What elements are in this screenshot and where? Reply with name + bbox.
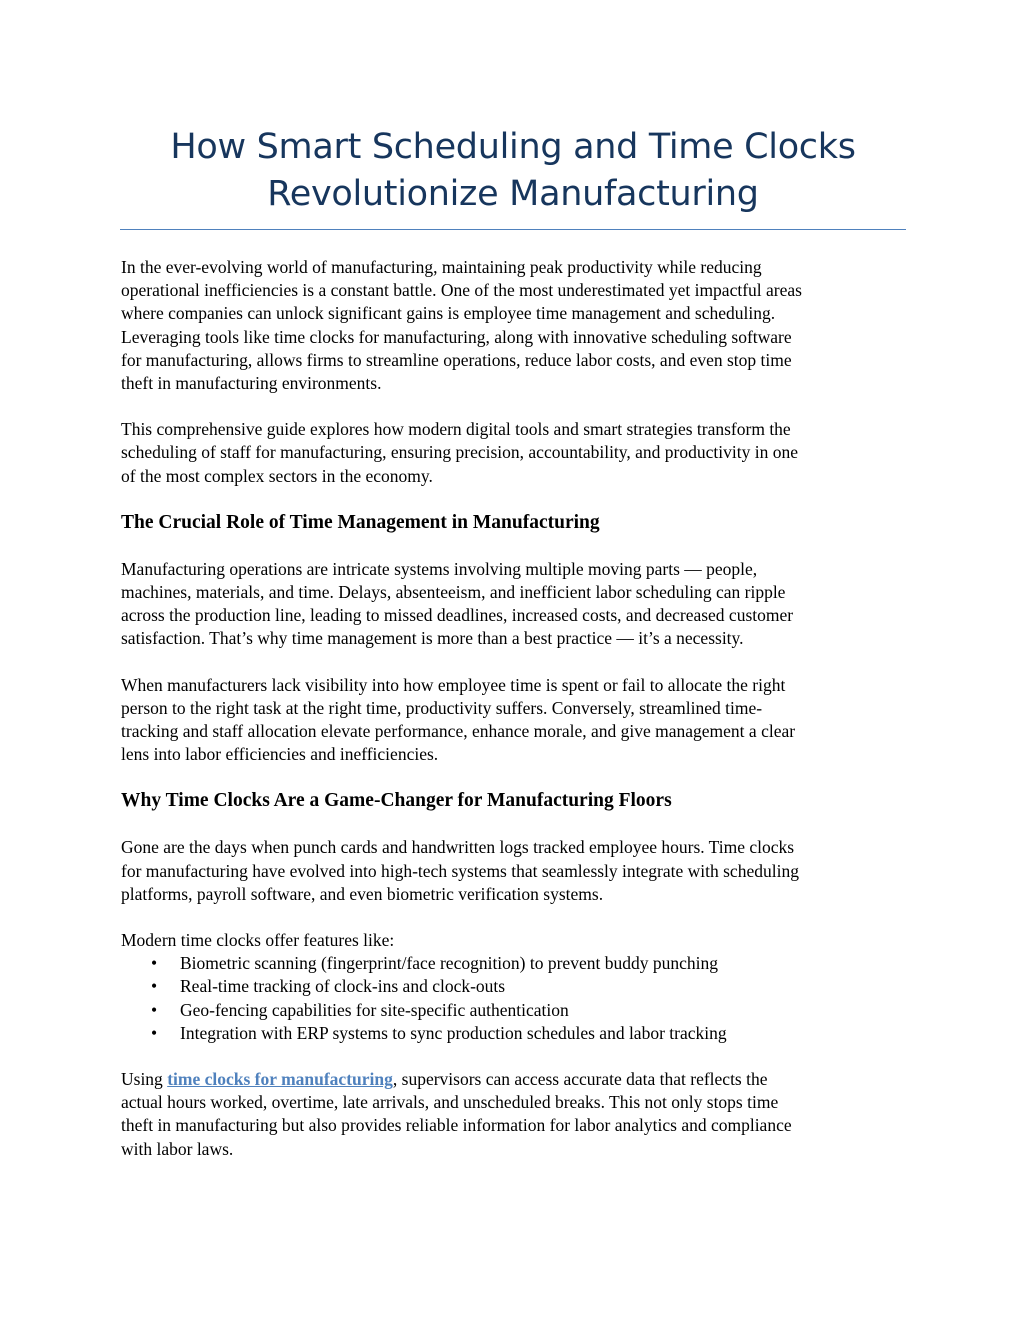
text-line: operational inefficiencies is a constant battle. One of the most underestimated yet impactful areas [121,280,802,301]
section2-paragraph-1 [121,836,911,906]
closing-paragraph [121,1068,911,1161]
list-item [121,975,911,998]
text-line: tracking and staff allocation elevate performance, enhance morale, and give management a clear [121,721,796,742]
text-line: Manufacturing operations are intricate systems involving multiple moving parts — people, [121,558,758,579]
text-line [121,1068,911,1091]
list-item [121,1022,911,1045]
list-item-text: Real-time tracking of clock-ins and clock-outs [180,976,506,997]
features-intro: Modern time clocks offer features like: [121,930,395,951]
text-line: where companies can unlock significant gains is employee time management and scheduling. [121,303,776,324]
bullet-icon: • [151,976,158,997]
title-underline-rule [120,229,906,230]
closing-line1-suffix: , supervisors can access accurate data that reflects the [392,1069,768,1090]
text-line: person to the right task at the right time, productivity suffers. Conversely, streamlined time- [121,697,763,718]
text-line: When manufacturers lack visibility into how employee time is spent or fail to allocate the right [121,674,786,695]
text-line: theft in manufacturing but also provides reliable information for labor analytics and compliance [121,1115,792,1136]
document-title [120,124,906,218]
text-line: machines, materials, and time. Delays, absenteeism, and inefficient labor scheduling can ripple [121,582,786,603]
bullet-icon: • [151,1022,158,1043]
text-line: In the ever-evolving world of manufacturing, maintaining peak productivity while reducing [121,257,762,277]
text-line: across the production line, leading to missed deadlines, increased costs, and decreased customer [121,605,794,626]
list-item-text: Biometric scanning (fingerprint/face recognition) to prevent buddy punching [180,953,718,974]
bullet-icon: • [151,953,158,974]
text-line: Gone are the days when punch cards and handwritten logs tracked employee hours. Time clocks [121,837,795,858]
bullet-icon: • [151,999,158,1020]
title-line-1: How Smart Scheduling and Time Clocks [170,127,856,167]
section-heading-time-clocks: Why Time Clocks Are a Game-Changer for Manufacturing Floors [121,790,672,812]
text-line: platforms, payroll software, and even biometric verification systems. [121,883,604,904]
time-clocks-link[interactable]: time clocks for manufacturing [167,1069,393,1090]
list-item-text: Integration with ERP systems to sync production schedules and labor tracking [180,1022,727,1043]
section1-paragraph-1 [121,558,911,651]
intro-paragraph-1 [121,256,911,395]
text-line: of the most complex sectors in the economy. [121,465,433,486]
features-list [121,952,911,1045]
text-line: satisfaction. That’s why time management is more than a best practice — it’s a necessity. [121,628,744,649]
intro-paragraph-2 [121,418,911,488]
list-item-text: Geo-fencing capabilities for site-specific authentication [180,999,569,1020]
title-line-2: Revolutionize Manufacturing [267,174,759,214]
text-line: for manufacturing, allows firms to streamline operations, reduce labor costs, and even stop time [121,349,792,370]
text-line: Leveraging tools like time clocks for manufacturing, along with innovative scheduling software [121,326,792,347]
section1-paragraph-2 [121,674,911,767]
text-line: theft in manufacturing environments. [121,373,382,394]
list-item [121,999,911,1022]
text-line: with labor laws. [121,1138,234,1159]
text-line: This comprehensive guide explores how modern digital tools and smart strategies transform the [121,419,791,440]
text-line: actual hours worked, overtime, late arrivals, and unscheduled breaks. This not only stops time [121,1092,779,1113]
section-heading-time-management: The Crucial Role of Time Management in Manufacturing [121,511,600,533]
text-line: lens into labor efficiencies and inefficiencies. [121,744,439,765]
text-line: for manufacturing have evolved into high-tech systems that seamlessly integrate with scheduling [121,860,799,881]
text-line: scheduling of staff for manufacturing, ensuring precision, accountability, and productivity in one [121,442,798,463]
list-item [121,952,911,975]
document-body [121,256,911,1184]
closing-prefix: Using [121,1069,168,1090]
